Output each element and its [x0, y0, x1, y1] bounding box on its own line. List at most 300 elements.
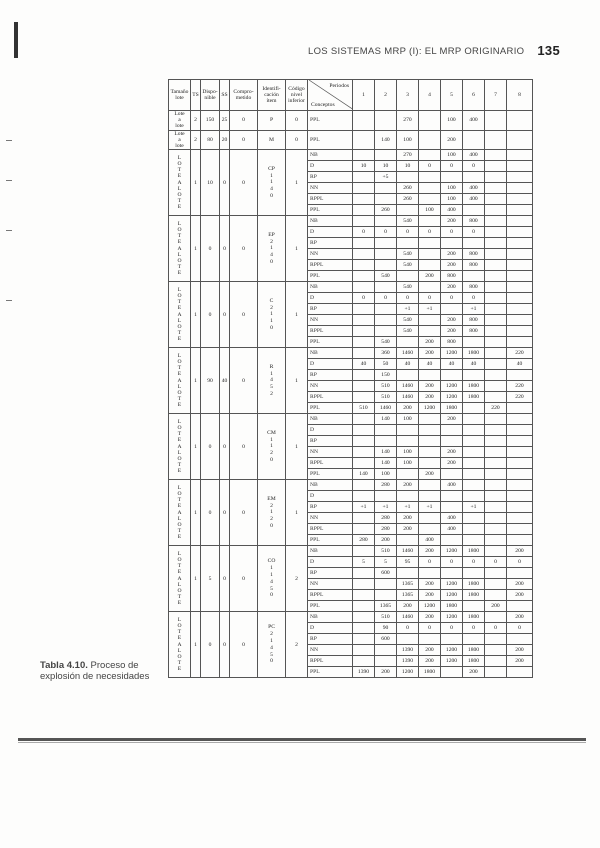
- period-cell: 800: [463, 249, 485, 260]
- period-cell: 800: [463, 326, 485, 337]
- period-cell: 1800: [463, 392, 485, 403]
- period-cell: [375, 304, 397, 315]
- period-cell: 400: [463, 183, 485, 194]
- period-cell: [353, 590, 375, 601]
- item-comprometido: 0: [230, 150, 258, 216]
- period-cell: 1390: [397, 656, 419, 667]
- period-cell: 1200: [441, 546, 463, 557]
- concept-label: PPL: [308, 271, 353, 282]
- period-cell: [419, 370, 441, 381]
- period-cell: [353, 150, 375, 161]
- period-cell: [353, 183, 375, 194]
- period-cell: [375, 238, 397, 249]
- concept-label: RP: [308, 238, 353, 249]
- period-cell: 540: [397, 326, 419, 337]
- period-cell: 140: [375, 447, 397, 458]
- running-head-title: LOS SISTEMAS MRP (I): EL MRP ORIGINARIO: [308, 46, 525, 57]
- period-cell: [353, 111, 375, 131]
- period-cell: [507, 315, 533, 326]
- period-cell: 100: [397, 447, 419, 458]
- table-row: [169, 414, 533, 425]
- period-cell: [441, 667, 463, 678]
- period-cell: 400: [441, 205, 463, 216]
- period-cell: [463, 458, 485, 469]
- period-cell: +1: [397, 304, 419, 315]
- period-cell: [485, 667, 507, 678]
- period-cell: +1: [353, 502, 375, 513]
- item-comprometido: 0: [230, 612, 258, 678]
- period-cell: 600: [375, 634, 397, 645]
- period-cell: 200: [419, 590, 441, 601]
- period-cell: 260: [397, 183, 419, 194]
- concept-label: RP: [308, 370, 353, 381]
- period-cell: 100: [441, 150, 463, 161]
- bottom-rule: [18, 738, 586, 741]
- period-cell: [507, 293, 533, 304]
- binding-margin: [0, 0, 24, 848]
- period-cell: [397, 469, 419, 480]
- period-cell: [353, 414, 375, 425]
- period-cell: [485, 491, 507, 502]
- concept-label: RP: [308, 634, 353, 645]
- period-cell: [441, 425, 463, 436]
- item-ts: 1: [191, 348, 201, 414]
- period-cell: 50: [375, 359, 397, 370]
- table-row: [169, 282, 533, 293]
- period-cell: 1800: [463, 579, 485, 590]
- item-identificacion: EM 2 1 2 0: [258, 480, 286, 546]
- period-cell: [485, 612, 507, 623]
- table-row: [169, 130, 533, 150]
- table-row: [169, 216, 533, 227]
- period-cell: [485, 381, 507, 392]
- period-cell: [485, 535, 507, 546]
- concept-label: NB: [308, 282, 353, 293]
- bottom-rule-thin: [18, 742, 586, 743]
- period-cell: 200: [441, 249, 463, 260]
- period-cell: [485, 150, 507, 161]
- period-cell: [375, 150, 397, 161]
- item-comprometido: 0: [230, 282, 258, 348]
- period-cell: 540: [375, 337, 397, 348]
- period-cell: [463, 469, 485, 480]
- item-disponible: 0: [201, 414, 220, 480]
- period-cell: [353, 260, 375, 271]
- period-cell: 200: [441, 458, 463, 469]
- item-lot-size: L O T E A L O T E: [169, 612, 191, 678]
- period-cell: 1200: [441, 348, 463, 359]
- period-cell: [463, 370, 485, 381]
- period-cell: [507, 414, 533, 425]
- item-identificacion: CM 1 1 2 0: [258, 414, 286, 480]
- period-cell: [375, 645, 397, 656]
- item-ts: 2: [191, 111, 201, 131]
- period-cell: 200: [419, 645, 441, 656]
- period-cell: 360: [375, 348, 397, 359]
- period-cell: 200: [441, 414, 463, 425]
- item-codigo: 1: [286, 348, 308, 414]
- period-cell: 0: [419, 623, 441, 634]
- period-cell: [375, 656, 397, 667]
- period-cell: [507, 194, 533, 205]
- period-cell: 280: [375, 480, 397, 491]
- header-codigo: Código nivel inferior: [286, 80, 308, 111]
- item-codigo: 1: [286, 282, 308, 348]
- item-identificacion: M: [258, 130, 286, 150]
- period-cell: 1200: [441, 579, 463, 590]
- period-cell: 0: [419, 161, 441, 172]
- period-cell: [507, 161, 533, 172]
- concept-label: NB: [308, 348, 353, 359]
- period-cell: 0: [441, 293, 463, 304]
- period-cell: 90: [375, 623, 397, 634]
- period-cell: [397, 172, 419, 183]
- period-cell: [507, 130, 533, 150]
- period-cell: [507, 568, 533, 579]
- period-cell: 1200: [397, 667, 419, 678]
- item-lot-size: Lote a lote: [169, 130, 191, 150]
- period-cell: [397, 205, 419, 216]
- item-ts: 1: [191, 546, 201, 612]
- period-cell: [353, 304, 375, 315]
- concept-label: PPL: [308, 130, 353, 150]
- period-cell: [441, 634, 463, 645]
- period-cell: [485, 238, 507, 249]
- period-cell: 800: [463, 260, 485, 271]
- period-cell: 540: [375, 271, 397, 282]
- period-cell: 140: [375, 130, 397, 150]
- concept-label: NN: [308, 645, 353, 656]
- period-cell: [353, 634, 375, 645]
- period-cell: [485, 469, 507, 480]
- period-cell: [353, 348, 375, 359]
- item-disponible: 0: [201, 612, 220, 678]
- concept-label: D: [308, 359, 353, 370]
- period-cell: [441, 568, 463, 579]
- period-cell: 0: [353, 293, 375, 304]
- period-cell: 1200: [441, 645, 463, 656]
- concept-label: NN: [308, 579, 353, 590]
- period-cell: [353, 238, 375, 249]
- period-cell: +1: [463, 304, 485, 315]
- item-lot-size: L O T E A L O T E: [169, 348, 191, 414]
- period-cell: [485, 458, 507, 469]
- period-cell: [375, 260, 397, 271]
- period-cell: 200: [507, 612, 533, 623]
- period-cell: [353, 513, 375, 524]
- period-cell: 400: [463, 194, 485, 205]
- period-cell: [419, 315, 441, 326]
- item-identificacion: CO 1 1 4 5 0: [258, 546, 286, 612]
- period-cell: 140: [375, 414, 397, 425]
- period-cell: 100: [397, 414, 419, 425]
- period-cell: [485, 260, 507, 271]
- concept-label: NB: [308, 414, 353, 425]
- period-cell: 540: [397, 260, 419, 271]
- period-cell: 400: [419, 535, 441, 546]
- concept-label: RP: [308, 304, 353, 315]
- item-ss: 0: [220, 480, 230, 546]
- period-cell: [507, 425, 533, 436]
- period-cell: [353, 612, 375, 623]
- item-disponible: 80: [201, 130, 220, 150]
- period-cell: 270: [397, 111, 419, 131]
- concept-label: NB: [308, 480, 353, 491]
- period-cell: 100: [375, 469, 397, 480]
- period-cell: [397, 634, 419, 645]
- item-lot-size: L O T E A L O T E: [169, 282, 191, 348]
- header-identificacion: Identifi-cación ítem: [258, 80, 286, 111]
- period-cell: [485, 216, 507, 227]
- period-cell: [463, 535, 485, 546]
- period-cell: [485, 172, 507, 183]
- concept-label: D: [308, 425, 353, 436]
- period-cell: [441, 370, 463, 381]
- period-cell: [507, 513, 533, 524]
- period-cell: [419, 282, 441, 293]
- table-row: [169, 612, 533, 623]
- header-ts: TS: [191, 80, 201, 111]
- period-cell: 150: [375, 370, 397, 381]
- item-ts: 1: [191, 612, 201, 678]
- period-cell: [375, 183, 397, 194]
- period-cell: 200: [507, 645, 533, 656]
- period-cell: 800: [463, 282, 485, 293]
- period-cell: 10: [397, 161, 419, 172]
- period-cell: 200: [507, 590, 533, 601]
- period-cell: [485, 337, 507, 348]
- period-cell: [463, 425, 485, 436]
- period-cell: [397, 238, 419, 249]
- period-cell: [485, 436, 507, 447]
- concept-label: NN: [308, 381, 353, 392]
- period-cell: [485, 194, 507, 205]
- header-ss: SS: [220, 80, 230, 111]
- header-disponible: Dispo-nible: [201, 80, 220, 111]
- item-codigo: 1: [286, 414, 308, 480]
- period-cell: 200: [397, 513, 419, 524]
- item-disponible: 5: [201, 546, 220, 612]
- header-period-6: 6: [463, 80, 485, 111]
- period-cell: [397, 370, 419, 381]
- header-period-2: 2: [375, 80, 397, 111]
- period-cell: [353, 205, 375, 216]
- period-cell: 1800: [463, 645, 485, 656]
- item-ss: 25: [220, 111, 230, 131]
- period-cell: 1200: [441, 612, 463, 623]
- period-cell: [353, 172, 375, 183]
- concept-label: D: [308, 293, 353, 304]
- item-ss: 0: [220, 546, 230, 612]
- table-row: [169, 111, 533, 131]
- concept-label: RP: [308, 502, 353, 513]
- period-cell: [485, 634, 507, 645]
- mrp-explosion-table: [168, 79, 533, 678]
- period-cell: 0: [397, 623, 419, 634]
- period-cell: [419, 183, 441, 194]
- period-cell: [463, 524, 485, 535]
- period-cell: 200: [441, 326, 463, 337]
- period-cell: [485, 645, 507, 656]
- period-cell: [397, 425, 419, 436]
- period-cell: 1200: [419, 403, 441, 414]
- period-cell: [397, 568, 419, 579]
- period-cell: [463, 568, 485, 579]
- period-cell: [463, 480, 485, 491]
- header-periodos-conceptos: [308, 80, 353, 111]
- item-comprometido: 0: [230, 414, 258, 480]
- period-cell: 40: [419, 359, 441, 370]
- concept-label: NB: [308, 612, 353, 623]
- period-cell: [485, 205, 507, 216]
- period-cell: [419, 172, 441, 183]
- period-cell: [419, 491, 441, 502]
- period-cell: [485, 293, 507, 304]
- period-cell: [507, 227, 533, 238]
- running-head: [300, 44, 560, 60]
- period-cell: 280: [353, 535, 375, 546]
- item-codigo: 0: [286, 111, 308, 131]
- period-cell: 200: [419, 392, 441, 403]
- period-cell: [353, 546, 375, 557]
- period-cell: 200: [507, 579, 533, 590]
- period-cell: [375, 425, 397, 436]
- period-cell: [353, 282, 375, 293]
- period-cell: 400: [441, 513, 463, 524]
- period-cell: 100: [419, 205, 441, 216]
- period-cell: 540: [397, 216, 419, 227]
- period-cell: [485, 392, 507, 403]
- period-cell: [507, 205, 533, 216]
- period-cell: [485, 227, 507, 238]
- item-identificacion: EP 2 1 4 0: [258, 216, 286, 282]
- period-cell: [397, 337, 419, 348]
- concept-label: NN: [308, 249, 353, 260]
- period-cell: 1460: [375, 403, 397, 414]
- period-cell: [375, 326, 397, 337]
- item-ss: 0: [220, 282, 230, 348]
- period-cell: 0: [419, 227, 441, 238]
- concept-label: PPL: [308, 667, 353, 678]
- period-cell: [375, 590, 397, 601]
- item-identificacion: P: [258, 111, 286, 131]
- concept-label: RPPL: [308, 326, 353, 337]
- period-cell: [441, 502, 463, 513]
- period-cell: 1200: [441, 656, 463, 667]
- period-cell: 0: [463, 557, 485, 568]
- period-cell: [353, 491, 375, 502]
- item-comprometido: 0: [230, 216, 258, 282]
- period-cell: 200: [419, 612, 441, 623]
- period-cell: [353, 458, 375, 469]
- period-cell: 200: [419, 656, 441, 667]
- period-cell: 800: [441, 337, 463, 348]
- period-cell: [485, 348, 507, 359]
- period-cell: 200: [375, 535, 397, 546]
- item-disponible: 150: [201, 111, 220, 131]
- concept-label: RPPL: [308, 260, 353, 271]
- concept-label: D: [308, 227, 353, 238]
- period-cell: 800: [463, 315, 485, 326]
- period-cell: 100: [441, 183, 463, 194]
- period-cell: [353, 249, 375, 260]
- period-cell: 200: [397, 480, 419, 491]
- concept-label: RPPL: [308, 524, 353, 535]
- period-cell: [419, 260, 441, 271]
- period-cell: 200: [419, 348, 441, 359]
- period-cell: 200: [419, 546, 441, 557]
- period-cell: [353, 216, 375, 227]
- period-cell: 220: [507, 392, 533, 403]
- period-cell: [463, 205, 485, 216]
- period-cell: [507, 524, 533, 535]
- concept-label: PPL: [308, 535, 353, 546]
- period-cell: 260: [375, 205, 397, 216]
- period-cell: [507, 667, 533, 678]
- item-disponible: 0: [201, 282, 220, 348]
- header-period-4: 4: [419, 80, 441, 111]
- header-period-1: 1: [353, 80, 375, 111]
- period-cell: [353, 480, 375, 491]
- period-cell: 200: [485, 601, 507, 612]
- item-codigo: 2: [286, 612, 308, 678]
- period-cell: 0: [441, 623, 463, 634]
- period-cell: 400: [441, 524, 463, 535]
- period-cell: [485, 282, 507, 293]
- period-cell: 200: [419, 337, 441, 348]
- period-cell: 200: [441, 315, 463, 326]
- header-row: [169, 80, 533, 111]
- period-cell: 0: [441, 227, 463, 238]
- period-cell: [441, 172, 463, 183]
- period-cell: 0: [485, 623, 507, 634]
- period-cell: 1800: [463, 656, 485, 667]
- item-ts: 1: [191, 150, 201, 216]
- concept-label: PPL: [308, 111, 353, 131]
- period-cell: 5: [375, 557, 397, 568]
- period-cell: 1800: [463, 546, 485, 557]
- item-ts: 1: [191, 414, 201, 480]
- period-cell: 200: [441, 282, 463, 293]
- period-cell: [375, 436, 397, 447]
- item-ts: 1: [191, 216, 201, 282]
- item-ss: 0: [220, 414, 230, 480]
- period-cell: [353, 447, 375, 458]
- item-comprometido: 0: [230, 348, 258, 414]
- period-cell: 0: [375, 293, 397, 304]
- period-cell: +1: [397, 502, 419, 513]
- table-row: [169, 546, 533, 557]
- period-cell: [463, 172, 485, 183]
- period-cell: +1: [419, 304, 441, 315]
- caption-label: Tabla 4.10.: [40, 660, 88, 671]
- item-disponible: 0: [201, 216, 220, 282]
- period-cell: 0: [419, 557, 441, 568]
- period-cell: +1: [463, 502, 485, 513]
- period-cell: 220: [507, 348, 533, 359]
- period-cell: [485, 502, 507, 513]
- period-cell: 0: [463, 161, 485, 172]
- period-cell: 1800: [419, 667, 441, 678]
- item-lot-size: L O T E A L O T E: [169, 546, 191, 612]
- item-ss: 0: [220, 612, 230, 678]
- period-cell: [353, 656, 375, 667]
- caption-text: Proceso de explosión de necesidades: [40, 660, 150, 682]
- period-cell: [375, 216, 397, 227]
- period-cell: [463, 601, 485, 612]
- period-cell: 1200: [419, 601, 441, 612]
- period-cell: 200: [419, 469, 441, 480]
